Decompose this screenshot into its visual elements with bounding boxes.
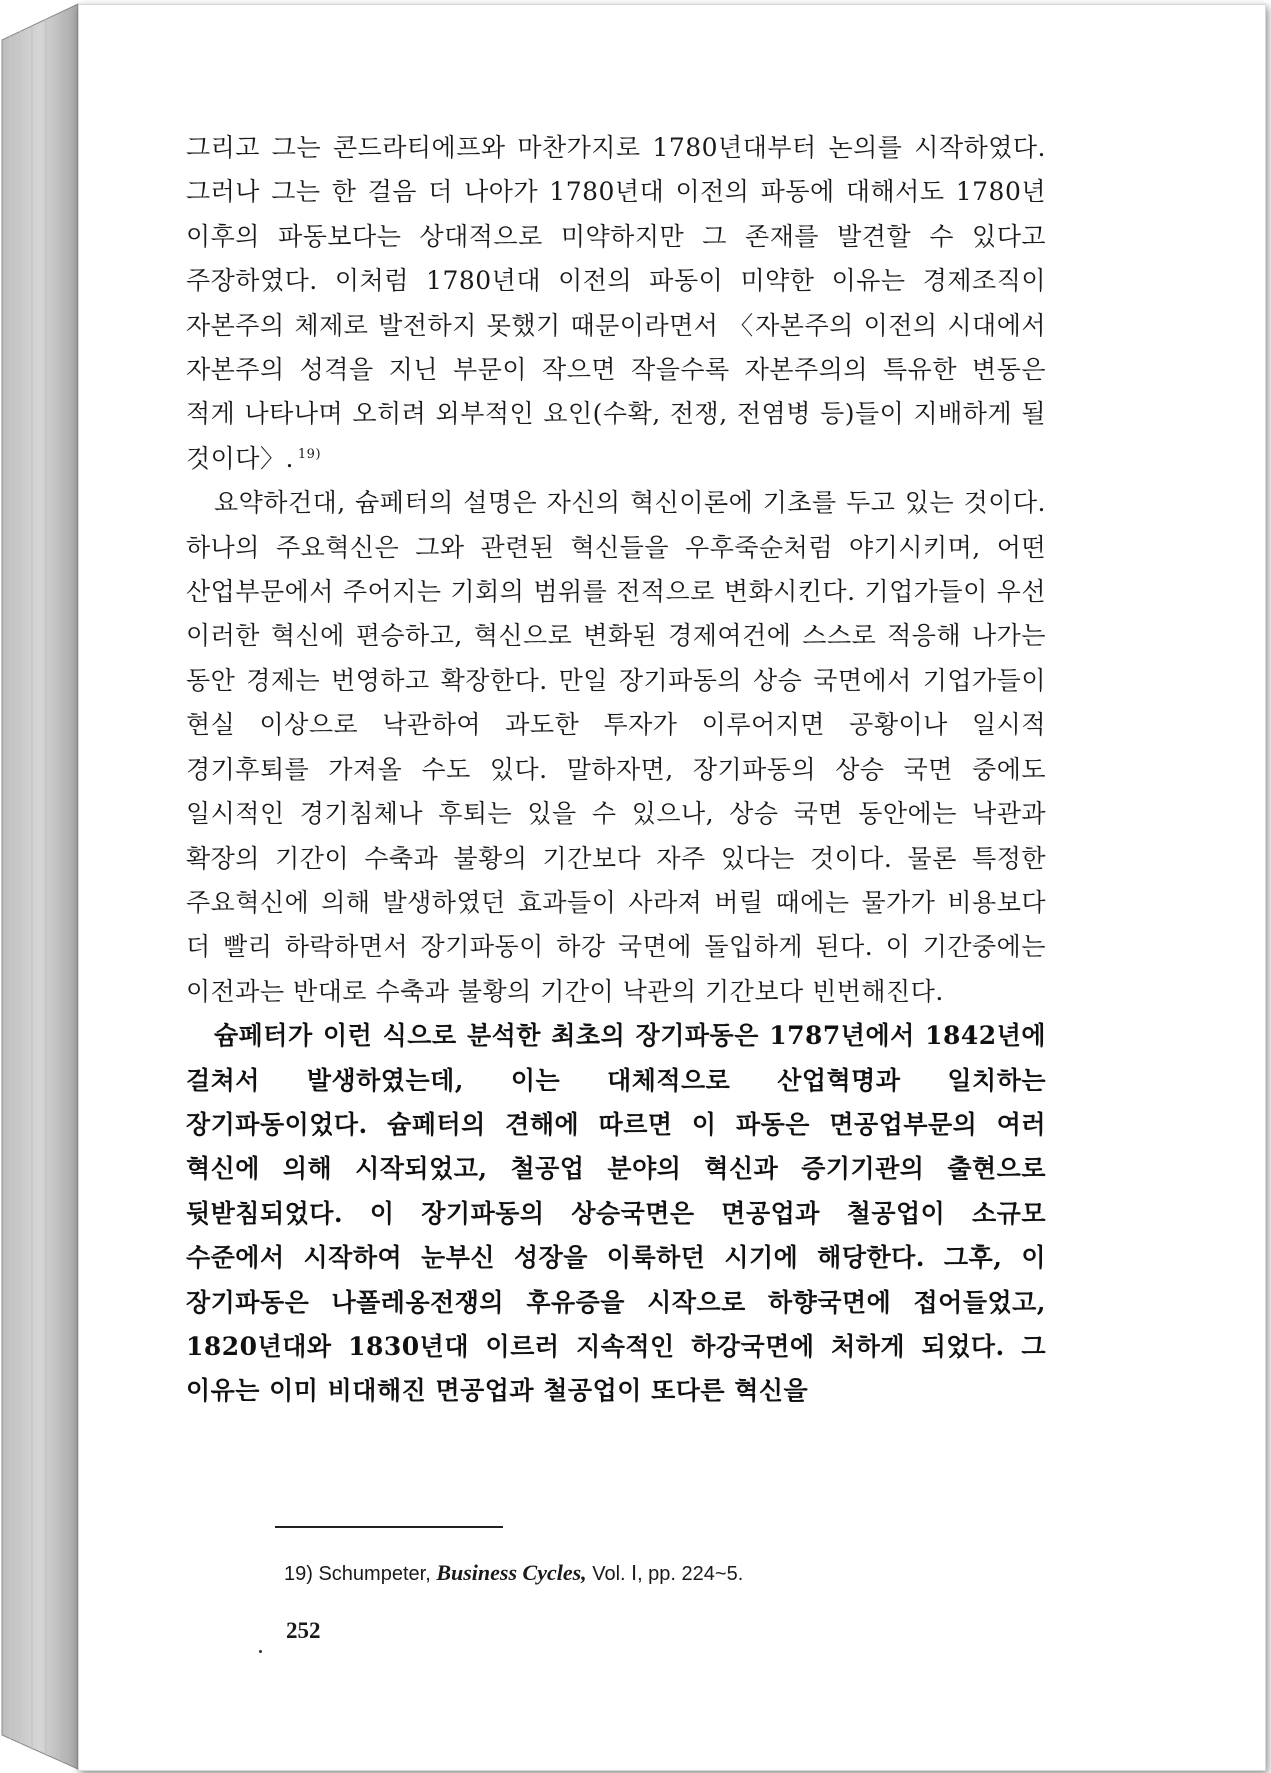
paragraph-3 [186,1014,1046,1414]
paragraph-2 [186,481,1046,1014]
scan-speck [259,1650,262,1653]
footnote-author: Schumpeter, [318,1563,431,1585]
book-edge [0,0,80,1773]
paragraph-1-text: 그리고 그는 콘드라티에프와 마찬가지로 1780년대부터 논의를 시작하였다. 그러나 그는 한 걸음 더 나아가 1780년대 이전의 파동에 대해서도 1780년 이후의 파동보다는 상대적으로 미약하지만 그 존재를 발견할 수 있다고 주장하였다. 이처럼 1780년대 이전의 파동이 미약한 이유는 경제조직이 자본주의 체제로 발전하지 못했기 때문이라면서 〈자본주의 이전의 시대에서 자본주의 성격을 지닌 부문이 작으면 작을수록 자본주의의 특유한 변동은 적게 나타나며 오히려 외부적인 요인(수확, 전쟁, 전염병 등)들이 지배하게 될 것이다〉. [186,133,1046,473]
footnote-title: Business Cycles, [436,1560,587,1585]
footnote [284,1560,743,1586]
paragraph-3-text: 슘페터가 이런 식으로 분석한 최초의 장기파동은 1787년에서 1842년에 걸쳐서 발생하였는데, 이는 대체적으로 산업혁명과 일치하는 장기파동이었다. 슘페터의 견해에 따르면 이 파동은 면공업부문의 여러 혁신에 의해 시작되었고, 철공업 분야의 혁신과 증기기관의 출현으로 뒷받침되었다. 이 장기파동의 상승국면은 면공업과 철공업이 소규모 수준에서 시작하여 눈부신 성장을 이룩하던 시기에 해당한다. 그후, 이 장기파동은 나폴레옹전쟁의 후유증을 시작으로 하향국면에 접어들었고, 1820년대와 1830년대 이르러 지속적인 하강국면에 처하게 되었다. 그 이유는 이미 비대해진 면공업과 철공업이 또다른 혁신을 [186,1021,1046,1406]
footnote-divider [275,1526,503,1528]
footnote-reference: Vol. Ⅰ, pp. 224~5. [592,1563,744,1585]
footnote-number: 19) [284,1563,313,1585]
page-number: 252 [286,1618,321,1643]
page-body [186,126,1046,1414]
paragraph-2-text: 요약하건대, 슘페터의 설명은 자신의 혁신이론에 기초를 두고 있는 것이다. 하나의 주요혁신은 그와 관련된 혁신들을 우후죽순처럼 야기시키며, 어떤 산업부문에서 주어지는 기회의 범위를 전적으로 변화시킨다. 기업가들이 우선 이러한 혁신에 편승하고, 혁신으로 변화된 경제여건에 스스로 적응해 나가는 동안 경제는 번영하고 확장한다. 만일 장기파동의 상승 국면에서 기업가들이 현실 이상으로 낙관하여 과도한 투자가 이루어지면 공황이나 일시적 경기후퇴를 가져올 수도 있다. 말하자면, 장기파동의 상승 국면 중에도 일시적인 경기침체나 후퇴는 있을 수 있으나, 상승 국면 동안에는 낙관과 확장의 기간이 수축과 불황의 기간보다 자주 있다는 것이다. 물론 특정한 주요혁신에 의해 발생하였던 효과들이 사라져 버릴 때에는 물가가 비용보다 더 빨리 하락하면서 장기파동이 하강 국면에 돌입하게 된다. 이 기간중에는 이전과는 반대로 수축과 불황의 기간이 낙관의 기간보다 빈번해진다. [186,488,1046,1006]
footnote-marker: 19) [297,446,322,462]
paragraph-1 [186,126,1046,481]
